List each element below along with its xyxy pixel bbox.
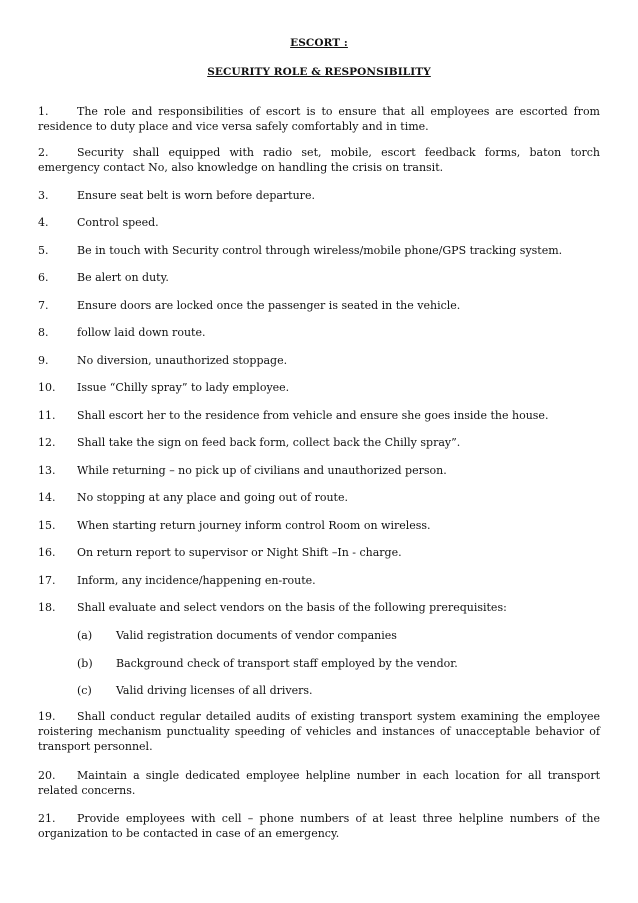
item-number: 10.: [38, 381, 56, 394]
item-number: 14.: [38, 491, 56, 504]
item-number: 21.: [38, 812, 56, 825]
item-number: 16.: [38, 546, 56, 559]
item-number: 5.: [38, 244, 49, 257]
item-text: follow laid down route.: [77, 326, 206, 339]
sub-item-text: Valid registration documents of vendor companies: [116, 629, 397, 642]
item-text: When starting return journey inform control Room on wireless.: [77, 519, 431, 532]
item-number: 19.: [38, 710, 56, 723]
item-text: No diversion, unauthorized stoppage.: [77, 354, 288, 367]
document-page: [38, 36, 600, 840]
document-subtitle: SECURITY ROLE & RESPONSIBILITY: [207, 66, 431, 78]
item-number: 18.: [38, 601, 56, 614]
item-text: Be in touch with Security control through wireless/mobile phone/GPS tracking system.: [77, 244, 563, 257]
item-text: While returning – no pick up of civilians and unauthorized person.: [77, 464, 447, 477]
item-number: 2.: [38, 146, 49, 159]
sub-item-text: Background check of transport staff employed by the vendor.: [116, 657, 458, 670]
item-number: 11.: [38, 409, 56, 422]
item-text: Shall take the sign on feed back form, collect back the Chilly spray”.: [77, 436, 461, 449]
item-text: Be alert on duty.: [77, 271, 169, 284]
item-text: Security shall equipped with radio set, mobile, escort feedback forms, baton torch emergency contact No, also knowledge on handling the crisis on transit.: [38, 146, 600, 174]
item-number: 20.: [38, 769, 56, 782]
item-number: 6.: [38, 271, 49, 284]
item-text: Control speed.: [77, 216, 159, 229]
item-number: 13.: [38, 464, 56, 477]
item-number: 17.: [38, 574, 56, 587]
item-text: No stopping at any place and going out of route.: [77, 491, 348, 504]
item-text: Issue “Chilly spray” to lady employee.: [77, 381, 290, 394]
item-number: 15.: [38, 519, 56, 532]
item-number: 7.: [38, 299, 49, 312]
sub-item-letter: (a): [77, 629, 93, 642]
list-item: [38, 709, 600, 754]
sub-item-text: Valid driving licenses of all drivers.: [116, 684, 313, 697]
sub-item-letter: (b): [77, 657, 93, 670]
item-text: Shall evaluate and select vendors on the basis of the following prerequisites:: [77, 601, 507, 614]
item-text: Ensure doors are locked once the passenger is seated in the vehicle.: [77, 299, 461, 312]
item-number: 9.: [38, 354, 49, 367]
item-number: 8.: [38, 326, 49, 339]
sub-item-letter: (c): [77, 684, 92, 697]
list-item: [38, 104, 600, 134]
item-text: Shall conduct regular detailed audits of existing transport system examining the employee roistering mechanism punctuality speeding of vehicles and instances of unacceptable behavior of transport personnel.: [38, 710, 600, 753]
list-item: [38, 768, 600, 798]
item-text: Shall escort her to the residence from vehicle and ensure she goes inside the house.: [77, 409, 549, 422]
item-text: Inform, any incidence/happening en-route.: [77, 574, 316, 587]
item-text: Ensure seat belt is worn before departure.: [77, 189, 315, 202]
item-number: 3.: [38, 189, 49, 202]
item-text: Maintain a single dedicated employee helpline number in each location for all transport related concerns.: [38, 769, 600, 797]
list-item: [38, 145, 600, 175]
item-number: 12.: [38, 436, 56, 449]
item-text: On return report to supervisor or Night Shift –In - charge.: [77, 546, 402, 559]
list-item: [38, 811, 600, 841]
item-number: 4.: [38, 216, 49, 229]
document-title: ESCORT :: [290, 37, 348, 49]
item-text: The role and responsibilities of escort is to ensure that all employees are escorted from residence to duty place and vice versa safely comfortably and in time.: [38, 105, 600, 133]
item-text: Provide employees with cell – phone numbers of at least three helpline numbers of the organization to be contacted in case of an emergency.: [38, 812, 600, 840]
item-number: 1.: [38, 105, 49, 118]
